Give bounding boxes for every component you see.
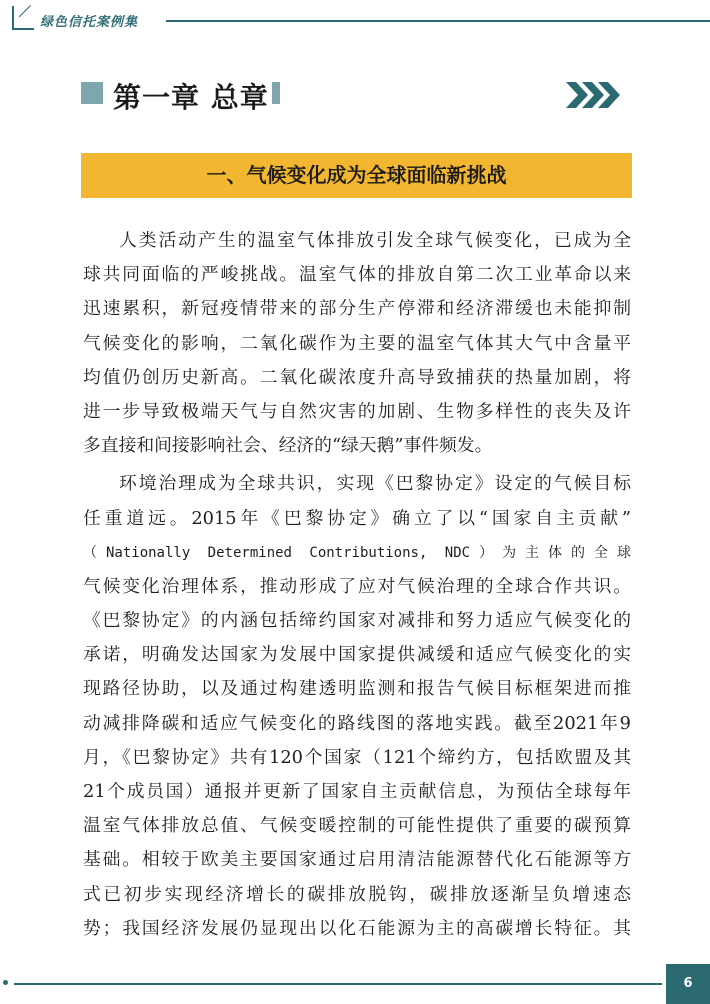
text-line: 球共同面临的严峻挑战。温室气体的排放自第二次工业革命以来 [83, 264, 631, 286]
text-line: 月，《巴黎协定》共有120个国家（121个缔约方，包括欧盟及其 [83, 746, 631, 768]
chapter-title: 第一章 总章 [113, 81, 269, 114]
text-line: （Nationally Determined Contributions, NDC）为主体的全球 [83, 544, 631, 561]
header-divider [166, 20, 710, 22]
text-line: 迅速累积，新冠疫情带来的部分生产停滞和经济滞缓也未能抑制 [83, 298, 631, 320]
footer-divider [14, 983, 662, 985]
chevron-right-icon [566, 82, 620, 108]
section-banner [81, 153, 632, 198]
text-line: 任重道远。2015年《巴黎协定》确立了以“国家自主贡献” [83, 507, 631, 529]
text-line: 基础。相较于欧美主要国家通过启用清洁能源替代化石能源等方 [83, 849, 631, 871]
text-line: 《巴黎协定》的内涵包括缔约国家对减排和努力适应气候变化的 [83, 610, 631, 632]
chapter-marker-right [272, 82, 280, 104]
page-number: 6 [683, 976, 693, 991]
text-line: 均值仍创历史新高。二氧化碳浓度升高导致捕获的热量加剧，将 [83, 366, 631, 388]
text-line: 气候变化治理体系，推动形成了应对气候治理的全球合作共识。 [83, 575, 631, 597]
text-line: 多直接和间接影响社会、经济的“绿天鹅”事件频发。 [83, 435, 493, 457]
text-line: 温室气体排放总值、气候变暖控制的可能性提供了重要的碳预算 [83, 815, 631, 837]
text-line: 环境治理成为全球共识，实现《巴黎协定》设定的气候目标 [119, 473, 631, 495]
page-number-box [666, 964, 710, 1004]
text-line: 势；我国经济发展仍显现出以化石能源为主的高碳增长特征。其 [83, 917, 631, 939]
paragraph-1 [83, 224, 631, 463]
section-title: 一、气候变化成为全球面临新挑战 [206, 163, 507, 187]
header-bracket-decoration [12, 6, 34, 30]
paragraph-2 [83, 467, 631, 946]
body-text [83, 224, 631, 946]
text-line: 进一步导致极端天气与自然灾害的加剧、生物多样性的丧失及许 [83, 400, 631, 422]
text-line: 人类活动产生的温室气体排放引发全球气候变化，已成为全 [119, 230, 631, 251]
text-line: 式已初步实现经济增长的碳排放脱钩，碳排放逐渐呈负增速态 [83, 883, 631, 905]
header-title: 绿色信托案例集 [40, 15, 139, 30]
text-line: 动减排降碳和适应气候变化的路线图的落地实践。截至2021年9 [83, 712, 631, 734]
text-line: 气候变化的影响，二氧化碳作为主要的温室气体其大气中含量平 [83, 332, 631, 354]
text-line: 现路径协助，以及通过构建透明监测和报告气候目标框架进而推 [83, 678, 631, 700]
footer-dot-decoration [3, 980, 8, 985]
chapter-marker-left [81, 82, 103, 104]
text-line: 21个成员国）通报并更新了国家自主贡献信息，为预估全球每年 [83, 781, 631, 802]
text-line: 承诺，明确发达国家为发展中国家提供减缓和适应气候变化的实 [83, 644, 631, 666]
